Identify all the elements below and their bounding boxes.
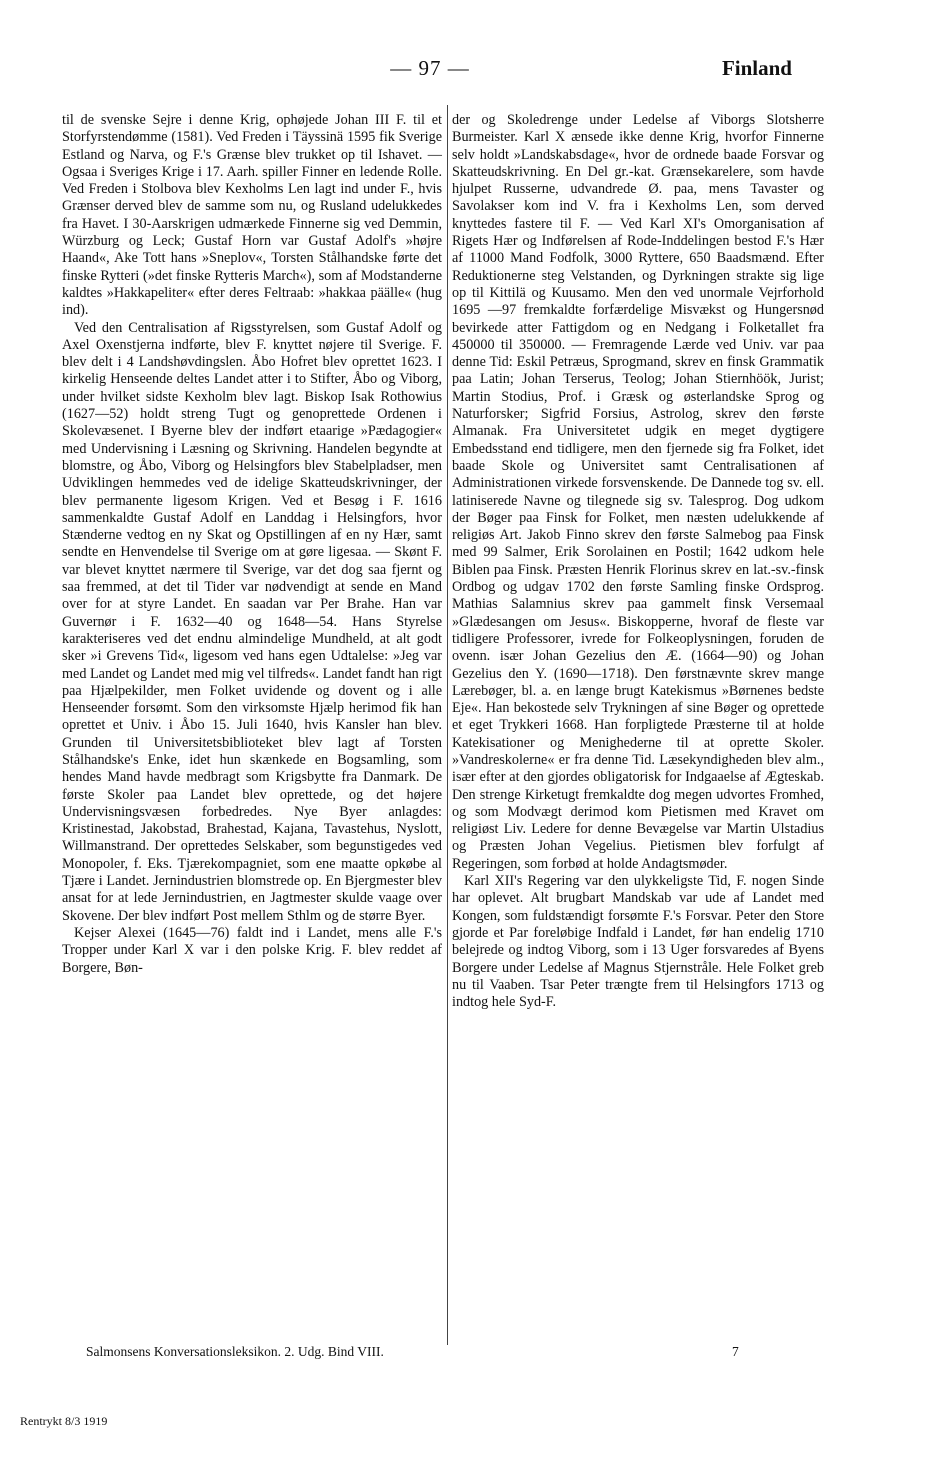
paragraph: Ved den Centralisation af Rigsstyrelsen, som Gustaf Adolf og Axel Oxenstjerna indførte, blev F. knyttet nøjere til Sverige. F. blev delt i 4 Landshøvdingslen. Åbo Hofret blev oprettet 1623. I kirkelig Henseende deltes Landet atter i to Stifter, Åbo og Viborg, under hvilket sidste Kexholm blev lagt. Biskop Isak Rothowius (1627—52) holdt streng Tugt og genoprettede Ordenen i Skolevæsenet. I Byerne blev der indført etaarige »Pædagogier« med Undervisning i Læsning og Skrivning. Handelen begyndte at blomstre, og Åbo, Viborg og Helsingfors blev Stabelpladser, men Udviklingen hemmedes ved de idelige Skatteudskrivninger, der blev permanente ligesom Krigen. Ved et Besøg i F. 1616 sammenkaldte Gustaf Adolf en Landdag i Helsingfors, hvor Stænderne vedtog en ny Skat og Opstillingen af en ny Hær, samt sendte en Henvendelse til Sverige om at gøre ligesaa. — Skønt F. var blevet knyttet nærmere til Sverige, var det dog saa fjernt og saa fremmed, at det til Tider var nødvendigt at sende en Mand over for at styre Landet. En saadan var Per Brahe. Han var Guvernør i F. 1632—40 og 1648—54. Hans Styrelse karakteriseres ved det endnu almindelige Mundheld, at alt godt sker »i Grevens Tid«, ligesom ved hans egen Udtalelse: »Jeg var med Landet og Landet med mig vel tilfreds«. Landet fandt han rigt paa Hjælpekilder, men Folket uvidende og dovent og i alle Henseender forsømt. Som den virksomste Hjælp herimod fik han oprettet et Univ. i Åbo 15. Juli 1640, hvis Kansler han blev. Grunden til Universitetsbiblioteket blev lagt af Torsten Stålhandske's Enke, idet hun skænkede en Bogsamling, som hendes Mand havde medbragt som Krigsbytte fra Danmark. De første Skoler paa Landet blev oprettede, og det højere Undervisningsvæsen forbedredes. Nye Byer anlagdes: Kristinestad, Jakobstad, Brahestad, Kajana, Tavastehus, Nyslott, Willmanstrand. Der oprettedes Selskaber, som begunstigedes ved Monopoler, f. Eks. Tjærekompagniet, som ene maatte opkøbe al Tjære i Landet. Jernindustrien blomstrede op. En Bjergmester blev ansat for at lede Jernindustrien, en Jagtmester skulde vaage over Skovene. Der blev indført Post mellem Sthlm og de større Byer. [62, 319, 442, 924]
left-column [62, 112, 442, 977]
paragraph: Kejser Alexei (1645—76) faldt ind i Landet, mens alle F.'s Tropper under Karl X var i den polske Krig. F. blev reddet af Borgere, Bøn- [62, 924, 442, 976]
paragraph: til de svenske Sejre i denne Krig, ophøjede Johan III F. til et Storfyrstendømme (1581). Ved Freden i Täyssinä 1595 fik Sverige Estland og Narva, og F.'s Grænse blev trukket op til Ishavet. — Ogsaa i Sveriges Krige i 17. Aarh. spiller Finner en ledende Rolle. Ved Freden i Stolbova blev Kexholms Len lagt ind under F., hvis Grænser derved blev de samme som nu, og Rusland udelukkedes fra Havet. I 30-Aarskrigen udmærkede Finnerne sig ved Demmin, Würzburg og Leck; Gustaf Horn var Gustaf Adolf's »højre Haand«, Ake Tott hans »Sneplov«, Torsten Stålhandske førte det finske Rytteri (»det finske Rytteris March«), som af Modstanderne kaldtes »Hakkapeliter« efter deres Feltraab: »hakkaa päälle« (hug ind). [62, 112, 442, 319]
paragraph: der og Skoledrenge under Ledelse af Viborgs Slotsherre Burmeister. Karl X ænsede ikke denne Krig, hvorfor Finnerne selv holdt »Landskabsdage«, hvor de ordnede baade Forsvar og Skatteudskrivning. En Del gr.-kat. Grænsekarelere, som havde hjulpet Russerne, udvandrede Ø. paa, mens Tavaster og Savolakser kom ind V. fra i Kexholms Len, som derved knyttedes fastere til F. — Ved Karl XI's Omorganisation af Rigets Hær og Indførelsen af Rode-Inddelingen bestod F.'s Hær af 11000 Mand Fodfolk, 3000 Ryttere, 650 Baadsmænd. Efter Reduktionerne steg Velstanden, og Dyrkningen strakte sig lige op til Kittilä og Kuusamo. Men den ved unormale Vejrforhold 1695 —97 fremkaldte forfærdelige Misvækst og Hungersnød bevirkede atter Fattigdom og en Nedgang i Folketallet fra 450000 til 350000. — Fremragende Lærde ved Univ. var paa denne Tid: Eskil Petræus, Sprogmand, skrev en finsk Grammatik paa Latin; Johan Terserus, Teolog; Johan Stiernhöök, Jurist; Martin Stodius, Prof. i Græsk og østerlandske Sprog og Naturforsker; Sigfrid Forsius, Astrolog, skrev den første Almanak. Fra Universitetet udgik en meget dygtigere Embedsstand end tidligere, men den fjernede sig fra Folket, idet baade Skole og Universitet samt Centralisationen af Administrationen virkede forsvenskende. De Dannede tog sv. ell. latiniserede Navne og tilegnede sig sv. Talesprog. Dog udkom der Bøger paa Finsk for Folket, men næsten udelukkende af religiøs Art. Jakob Finno skrev den første Salmebog paa Finsk med 99 Salmer, Erik Sorolainen en Postil; 1642 udkom hele Biblen paa Finsk. Præsten Henrik Florinus skrev en lat.-sv.-finsk Ordbog og udgav 1702 den første Samling finske Ordsprog. Mathias Salamnius skrev paa gammelt finsk Versemaal »Glædesangen om Jesus«. Biskopperne, hvoraf de fleste var tidligere Professorer, ivrede for Folkeoplysningen, foruden de ovenn. især Johan Gezelius den Æ. (1664—90) og Johan Gezelius den Y. (1690—1718). Den førstnævnte skrev mange Lærebøger, bl. a. en længe brugt Katekismus »Børnenes bedste Eje«. Han bekostede selv Trykningen af sine Bøger og oprettede et eget Trykkeri 1668. Han forpligtede Præsterne til at holde Katekisationer og Menighederne til at oprette Skoler. »Vandreskolerne« er fra denne Tid. Læsekyndigheden blev alm., især efter at den gjordes obligatorisk for Indgaaelse af Ægteskab. Den strenge Kirketugt fremkaldte dog megen udvortes Fromhed, og som Modvægt derimod kom Pietismen med Kravet om religiøst Liv. Ledere for denne Bevægelse var Martin Ulstadius og Præsten Johan Vegelius. Pietismen blev forfulgt af Regeringen, som forbød at holde Andagtsmøder. [452, 112, 824, 872]
source-line: Salmonsens Konversationsleksikon. 2. Udg. Bind VIII. [86, 1344, 384, 1359]
right-column [452, 112, 824, 1011]
page-header [60, 56, 800, 86]
running-head: Finland [721, 56, 792, 80]
signature-mark: 7 [732, 1344, 739, 1359]
page-number: — 97 — [390, 56, 470, 80]
column-divider [447, 105, 448, 1345]
reprint-note: Rentrykt 8/3 1919 [20, 1414, 108, 1428]
paragraph: Karl XII's Regering var den ulykkeligste Tid, F. nogen Sinde har oplevet. Alt brugbart Mandskab var ude af Landet med Kongen, som fuldstændigt forsømte F.'s Forsvar. Peter den Store gjorde et Par foreløbige Indfald i Landet, før han endelig 1710 belejrede og indtog Viborg, som i 13 Uger forsvaredes af Byens Borgere under Ledelse af Magnus Stjernstråle. Hele Folket greb nu til Vaaben. Tsar Peter trængte frem til Helsingfors 1713 og indtog hele Syd-F. [452, 873, 824, 1011]
